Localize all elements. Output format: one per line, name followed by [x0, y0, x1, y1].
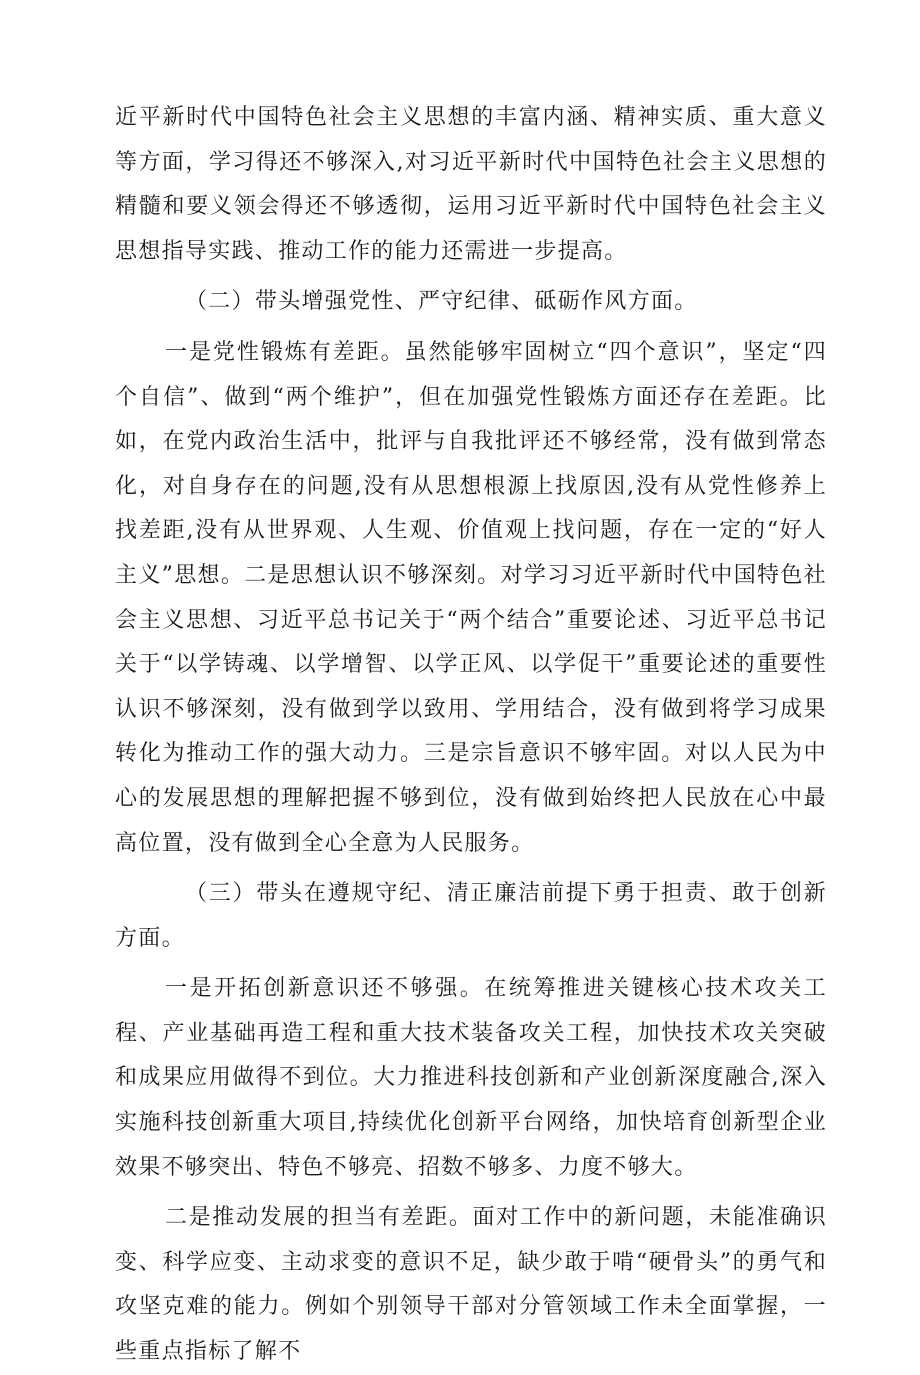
section-heading-three: （三）带头在遵规守纪、清正廉洁前提下勇于担责、敢于创新方面。	[115, 881, 827, 951]
paragraph-party-spirit: 一是党性锻炼有差距。虽然能够牢固树立“四个意识”，坚定“四个自信”、做到“两个维护”，但在加强党性锻炼方面还存在差距。比如，在党内政治生活中，批评与自我批评还不够经常，没有做到常态化，对自身存在的问题,没有从思想根源上找原因,没有从党性修养上找差距,没有从世界观、人生观、价值观上找问题，存在一定的“好人主义”思想。二是思想认识不够深刻。对学习习近平新时代中国特色社会主义思想、习近平总书记关于“两个结合”重要论述、习近平总书记关于“以学铸魂、以学增智、以学正风、以学促干”重要论述的重要性认识不够深刻，没有做到学以致用、学用结合，没有做到将学习成果转化为推动工作的强大动力。三是宗旨意识不够牢固。对以人民为中心的发展思想的理解把握不够到位，没有做到始终把人民放在心中最高位置，没有做到全心全意为人民服务。	[115, 339, 827, 856]
paragraph-continuation: 近平新时代中国特色社会主义思想的丰富内涵、精神实质、重大意义等方面，学习得还不够深入,对习近平新时代中国特色社会主义思想的精髓和要义领会得还不够透彻，运用习近平新时代中国特色社会主义思想指导实践、推动工作的能力还需进一步提高。	[115, 105, 827, 264]
section-heading-two: （二）带头增强党性、严守纪律、砥砺作风方面。	[185, 289, 698, 315]
paragraph-responsibility: 二是推动发展的担当有差距。面对工作中的新问题，未能准确识变、科学应变、主动求变的意识不足，缺少敢于啃“硬骨头”的勇气和攻坚克难的能力。例如个别领导干部对分管领域工作未全面掌握，一些重点指标了解不	[115, 1205, 827, 1365]
document-body	[115, 96, 827, 1375]
paragraph-innovation: 一是开拓创新意识还不够强。在统筹推进关键核心技术攻关工程、产业基础再造工程和重大技术装备攻关工程，加快技术攻关突破和成果应用做得不到位。大力推进科技创新和产业创新深度融合,深入实施科技创新重大项目,持续优化创新平台网络，加快培育创新型企业效果不够突出、特色不够亮、招数不够多、力度不够大。	[115, 976, 827, 1180]
